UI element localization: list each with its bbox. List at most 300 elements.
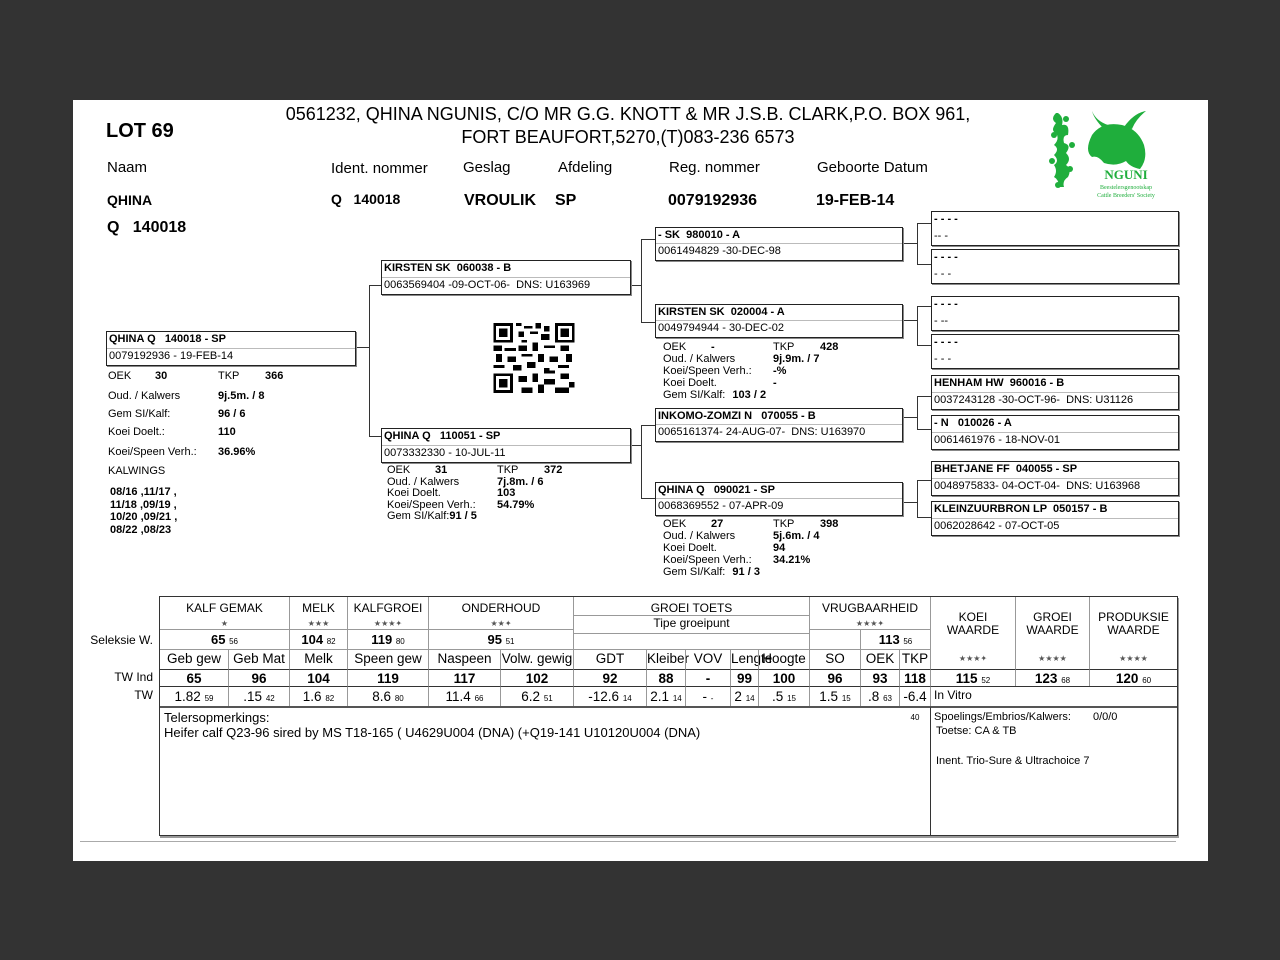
trait-index-value: 117: [453, 671, 476, 686]
trait-label: Hoogte: [762, 651, 806, 666]
trait-accuracy: -: [710, 694, 714, 703]
value-accuracy: 52: [981, 676, 991, 685]
trait-index: [730, 669, 758, 686]
in-vitro: [930, 686, 1177, 706]
stat-value: -: [711, 341, 715, 353]
stat-value: 91 / 3: [732, 566, 760, 578]
stat-value: 34.21%: [773, 554, 811, 566]
pedigree-title: - - - -: [934, 213, 958, 225]
svg-text:Cattle Breeders' Society: Cattle Breeders' Society: [1097, 193, 1155, 199]
pedigree-dam-sire: [655, 408, 903, 442]
trait-tw-value: -12.6: [588, 689, 620, 704]
trait-index: [160, 669, 228, 686]
connector: [902, 417, 917, 418]
group-subheader: [573, 615, 809, 633]
subject-oek-label: OEK: [108, 370, 132, 382]
trait-index: [758, 669, 809, 686]
seleksie-accuracy: 56: [903, 637, 913, 646]
trait-index-value: 93: [872, 671, 888, 686]
trait-name: [289, 649, 347, 669]
pedigree-detail: 0062028642 - 07-OCT-05: [934, 520, 1060, 532]
stat-label: Koei Doelt.: [663, 542, 717, 554]
stat-label: Gem SI/Kalf:: [387, 510, 450, 522]
stat-value: 7j.8m. / 6: [497, 475, 544, 488]
trait-index-value: 99: [736, 671, 753, 686]
seleksie-score: 113: [878, 632, 900, 647]
label-naam: Naam: [107, 159, 148, 176]
pedigree-gg: [931, 501, 1179, 536]
connector: [369, 285, 370, 437]
row-label-tw: TW: [134, 688, 153, 702]
connector: [917, 306, 918, 346]
trait-accuracy: 14: [745, 694, 755, 703]
trait-accuracy: 82: [325, 694, 335, 703]
svg-text:NGUNI: NGUNI: [1104, 167, 1148, 182]
remarks-label: Telersopmerkings:: [164, 710, 270, 725]
subject-doelt-label: Koei Doelt.:: [108, 426, 165, 438]
divider: [656, 498, 902, 499]
seleksie-score: 119: [371, 632, 393, 647]
divider: [382, 277, 630, 278]
connector: [641, 425, 655, 426]
connector: [641, 322, 655, 323]
trait-index: [289, 669, 347, 686]
trait-accuracy: 63: [883, 694, 892, 703]
divider: [656, 243, 902, 244]
rating-stars-icon: ★★★: [307, 619, 330, 628]
connector: [917, 223, 931, 224]
trait-name: [809, 649, 860, 669]
trait-accuracy: 15: [841, 694, 851, 703]
stat-value: 9j.9m. / 7: [773, 353, 820, 365]
subject-oek: 30: [155, 370, 168, 382]
stat-label: Koei Doelt.: [387, 487, 441, 499]
seleksie-value: [347, 629, 428, 649]
seleksie-value: [289, 629, 347, 649]
trait-tw-value: 2.1: [650, 689, 670, 704]
ebv-grid: [159, 596, 1178, 836]
dam-stats: [387, 464, 563, 523]
nguni-logo-icon: [1046, 105, 1166, 205]
kalwing-line: 08/22 ,08/23: [110, 523, 172, 536]
pedigree-title: - N 010026 - A: [934, 417, 1012, 429]
stat-label: Koei Doelt.: [663, 377, 717, 389]
trait-name: [228, 649, 289, 669]
animal-reg: 0079192936: [668, 192, 757, 209]
pedigree-title: - SK 980010 - A: [658, 229, 741, 241]
kalwing-line: 08/16 ,11/17 ,: [110, 486, 177, 498]
trait-accuracy: 14: [622, 694, 632, 703]
trait-name: [573, 649, 646, 669]
trait-index-value: 118: [904, 671, 926, 686]
value-label: GROEI: [1033, 610, 1072, 624]
pedigree-detail: 0048975833- 04-OCT-04- DNS: U163968: [934, 480, 1141, 492]
connector: [917, 429, 931, 430]
pedigree-title: HENHAM HW 960016 - B: [934, 377, 1065, 389]
stat-value: 103: [497, 487, 516, 499]
connector: [917, 396, 918, 430]
stat-value: 5j.6m. / 4: [773, 530, 820, 542]
trait-index-value: 96: [827, 671, 843, 686]
trait-name: [730, 649, 773, 669]
side-notes: [930, 706, 1177, 835]
trait-index-value: 102: [525, 671, 549, 686]
pedigree-detail: - - -: [934, 268, 952, 280]
connector: [641, 239, 655, 240]
animal-name: QHINA: [107, 192, 153, 208]
divider: [932, 392, 1178, 393]
subject-verh: 36.96%: [218, 446, 256, 458]
value-header: [1089, 597, 1177, 669]
pedigree-detail: 0068369552 - 07-APR-09: [658, 500, 784, 512]
stat-value: 398: [820, 518, 839, 530]
group-label: KALF GEMAK: [186, 601, 263, 615]
trait-name: [500, 649, 573, 669]
trait-index: [646, 669, 685, 686]
seleksie-accuracy: 51: [505, 637, 515, 646]
stat-value: 428: [820, 341, 839, 353]
value-label: WAARDE: [1026, 623, 1079, 637]
pedigree-title: KIRSTEN SK 060038 - B: [384, 262, 512, 274]
connector: [917, 480, 931, 481]
trait-index: [500, 669, 573, 686]
connector: [902, 243, 917, 244]
stat-label: Koei/Speen Verh.:: [387, 498, 476, 511]
group-header-kalfgroei: [347, 597, 428, 631]
trait-tw-value: 2: [734, 689, 742, 704]
pedigree-detail: 0063569404 -09-OCT-06- DNS: U163969: [384, 279, 591, 291]
pedigree-gg: [931, 375, 1179, 410]
stat-value: -%: [773, 365, 787, 377]
connector: [917, 345, 931, 346]
subject-doelt: 110: [218, 426, 236, 438]
trait-tw-value: .8: [868, 689, 880, 704]
stat-label: TKP: [773, 341, 795, 353]
divider: [932, 432, 1178, 433]
trait-tw: [428, 686, 500, 706]
seleksie-value: [160, 629, 289, 649]
trait-index-value: 65: [186, 671, 202, 686]
trait-name: [428, 649, 500, 669]
stat-label: OEK: [663, 518, 687, 530]
trait-index-value: 119: [377, 671, 399, 686]
rating-stars-icon: ★★★✦: [958, 654, 988, 663]
trait-tw-value: 1.6: [302, 689, 322, 704]
pedigree-detail: - - -: [934, 353, 952, 365]
connector: [630, 445, 641, 446]
subject-verh-label: Koei/Speen Verh.:: [108, 446, 197, 458]
value-label: KOEI: [958, 610, 988, 624]
trait-tw-value: 8.6: [372, 689, 392, 704]
trait-tw: [860, 686, 899, 706]
group-header-kalf-gemak: [160, 597, 289, 631]
pedigree-title: QHINA Q 090021 - SP: [658, 484, 775, 496]
value-accuracy: 68: [1061, 676, 1071, 685]
group-header-onderhoud: [428, 597, 573, 631]
pedigree-title: KLEINZUURBRON LP 050157 - B: [934, 503, 1108, 515]
stat-value: 372: [544, 464, 563, 476]
trait-name: [646, 649, 690, 669]
nguni-logo: [1046, 105, 1166, 205]
rating-stars-icon: ★★✦: [490, 619, 512, 628]
connector: [917, 396, 931, 397]
kalwings-label: KALWINGS: [108, 465, 166, 477]
subject-gem: 96 / 6: [218, 408, 246, 420]
value-score-number: 120: [1115, 671, 1139, 686]
stat-value: 27: [711, 518, 724, 530]
trait-tw: [685, 686, 730, 706]
stat-value: -: [773, 377, 777, 389]
stat-value: 31: [435, 464, 448, 476]
trait-index-value: 92: [602, 671, 618, 686]
subject-age-label: Oud. / Kalwers: [108, 390, 181, 402]
trait-name: [899, 649, 930, 669]
remarks-box: [160, 706, 930, 835]
pedigree-sire-dam: [655, 304, 903, 338]
trait-accuracy: 59: [204, 694, 214, 703]
pedigree-subject: [106, 331, 356, 366]
divider: [107, 348, 355, 349]
pedigree-dam: [381, 428, 631, 463]
value-label: WAARDE: [1107, 623, 1160, 637]
trait-tw-value: -: [702, 689, 708, 704]
trait-index-value: 104: [307, 671, 330, 686]
pedigree-title: INKOMO-ZOMZI N 070055 - B: [658, 410, 816, 422]
trait-accuracy: 42: [265, 694, 275, 703]
trait-label: Lengte: [731, 651, 773, 666]
divider: [932, 518, 1178, 519]
rating-stars-icon: ★★★✦: [855, 619, 885, 628]
rating-stars-icon: ★: [220, 619, 229, 628]
label-afdeling: Afdeling: [558, 159, 613, 176]
pedigree-detail: 0073332330 - 10-JUL-11: [384, 447, 506, 459]
label-ident: Ident. nommer: [331, 160, 428, 177]
group-label: ONDERHOUD: [461, 601, 541, 615]
trait-tw: [646, 686, 685, 706]
pedigree-sire: [381, 260, 631, 295]
stat-label: OEK: [663, 341, 687, 353]
pedigree-detail: - --: [934, 315, 949, 327]
trait-tw: [758, 686, 809, 706]
value-label: PRODUKSIE: [1098, 610, 1169, 624]
trait-label: Kleiber: [647, 651, 690, 666]
animal-dob: 19-FEB-14: [816, 192, 895, 209]
subject-gem-label: Gem SI/Kalf:: [108, 408, 171, 420]
group-label: MELK: [302, 601, 335, 615]
trait-index: [860, 669, 899, 686]
trait-index: [899, 669, 930, 686]
connector: [917, 480, 918, 518]
divider: [932, 478, 1178, 479]
trait-index: [573, 669, 646, 686]
trait-index-value: -: [705, 671, 711, 686]
divider: [656, 320, 902, 321]
trait-tw: [809, 686, 860, 706]
connector: [917, 264, 931, 265]
connector: [369, 285, 381, 286]
pedigree-title: - - - -: [934, 298, 958, 310]
connector: [917, 517, 931, 518]
kalwings-list: [110, 486, 177, 536]
trait-tw-value: 6.2: [521, 689, 541, 704]
trait-label: GDT: [595, 651, 625, 666]
pedigree-detail: 0037243128 -30-OCT-96- DNS: U31126: [934, 394, 1134, 406]
animal-sex: VROULIK: [464, 192, 536, 209]
stat-label: TKP: [497, 464, 519, 476]
stat-label: Oud. / Kalwers: [387, 475, 460, 488]
trait-tw: [228, 686, 289, 706]
value-accuracy: 60: [1142, 676, 1152, 685]
subject-tkp: 366: [265, 370, 284, 382]
spoelings-value: 0/0/0: [1092, 711, 1118, 723]
stat-label: Koei/Speen Verh.:: [663, 365, 752, 377]
trait-accuracy: 14: [672, 694, 682, 703]
trait-label: OEK: [865, 651, 895, 666]
subject-tkp-label: TKP: [218, 370, 240, 382]
connector: [641, 498, 655, 499]
trait-label: Melk: [304, 651, 333, 666]
group-header-vrugbaarheid: [809, 597, 930, 631]
rating-stars-icon: ★★★✦: [373, 619, 403, 628]
seleksie-score: 104: [301, 632, 324, 647]
trait-tw: [160, 686, 228, 706]
value-score: [1089, 669, 1177, 686]
trait-tw: [730, 686, 758, 706]
trait-tw: [573, 686, 646, 706]
seleksie-empty: [809, 629, 860, 649]
seleksie-empty: [573, 633, 809, 649]
stat-label: OEK: [387, 464, 411, 476]
trait-name: [685, 649, 730, 669]
trait-index: [228, 669, 289, 686]
trait-label: TKP: [901, 651, 929, 666]
pedigree-title: - - - -: [934, 336, 958, 348]
trait-accuracy: 15: [787, 694, 796, 703]
trait-name: [860, 649, 899, 669]
trait-index-value: 88: [658, 671, 674, 686]
label-geboorte: Geboorte Datum: [817, 159, 928, 176]
trait-label: Volw. gewig: [501, 651, 573, 666]
qr-code-icon: [493, 323, 575, 393]
pedigree-gg: [931, 249, 1179, 284]
stat-label: Gem SI/Kalf:: [663, 566, 726, 578]
trait-tw-value: .15: [243, 689, 263, 704]
group-label: VRUGBAARHEID: [821, 601, 919, 615]
connector: [630, 285, 641, 286]
pedigree-sire-sire: [655, 227, 903, 261]
trait-tw-value: -6.4: [903, 689, 927, 704]
seleksie-score: 95: [487, 632, 502, 647]
value-header: [930, 597, 1015, 669]
rating-stars-icon: ★★★★: [1038, 654, 1067, 663]
trait-accuracy: 66: [474, 694, 484, 703]
pedigree-gg: [931, 415, 1179, 450]
divider: [382, 445, 630, 446]
trait-accuracy: 40: [910, 713, 920, 722]
pedigree-gg: [931, 296, 1179, 331]
animal-section: SP: [555, 192, 577, 209]
trait-tw-value: .5: [772, 689, 784, 704]
trait-accuracy: 51: [543, 694, 553, 703]
row-label-seleksie: Seleksie W.: [90, 633, 153, 647]
trait-label: SO: [825, 651, 845, 666]
animal-ident-large: Q 140018: [107, 219, 187, 236]
stat-value: 91 / 5: [449, 510, 477, 522]
group-sub-label: Tipe groeipunt: [653, 616, 730, 630]
connector: [917, 306, 931, 307]
trait-tw-value: 11.4: [445, 689, 471, 704]
lot-number: LOT 69: [106, 120, 174, 142]
pedigree-detail: -- -: [934, 230, 949, 242]
connector: [902, 502, 917, 503]
qr-code: [493, 323, 575, 393]
pedigree-gg: [931, 211, 1179, 246]
dam-dam-stats: [663, 518, 839, 578]
stat-label: Koei/Speen Verh.:: [663, 554, 752, 566]
trait-name: [347, 649, 428, 669]
remarks-text: Heifer calf Q23-96 sired by MS T18-165 ( U4629U004 (DNA) (+Q19-141 U10120U004 (DNA): [164, 725, 701, 740]
connector: [902, 320, 917, 321]
trait-label: Naspeen: [437, 651, 492, 666]
value-score: [1015, 669, 1089, 686]
pedigree-title: QHINA Q 110051 - SP: [384, 430, 501, 442]
value-label: WAARDE: [946, 623, 1000, 637]
connector: [641, 425, 642, 499]
seleksie-value: [428, 629, 573, 649]
rating-stars-icon: ★★★★: [1119, 654, 1148, 663]
value-score-number: 115: [955, 671, 978, 686]
pedigree-title: KIRSTEN SK 020004 - A: [658, 306, 785, 318]
seleksie-accuracy: 82: [326, 637, 336, 646]
pedigree-gg: [931, 334, 1179, 369]
trait-tw: [899, 686, 930, 722]
spoelings-label: Spoelings/Embrios/Kalwers:: [934, 711, 1071, 723]
pedigree-title: - - - -: [934, 251, 958, 263]
value-header: [1015, 597, 1089, 669]
trait-index: [347, 669, 428, 686]
pedigree-dam-dam: [655, 482, 903, 516]
connector: [369, 436, 381, 437]
trait-label: Speen gew: [354, 651, 422, 666]
seleksie-value: [860, 629, 930, 649]
owner-address: [223, 103, 1033, 149]
lot-sheet: [73, 100, 1208, 861]
stat-label: Oud. / Kalwers: [663, 530, 736, 542]
trait-tw-value: 1.5: [819, 689, 839, 704]
pedigree-title: QHINA Q 140018 - SP: [109, 333, 226, 345]
sire-dam-stats: [663, 341, 839, 401]
trait-tw-value: 1.82: [174, 689, 201, 704]
trait-index: [685, 669, 730, 686]
connector: [917, 223, 918, 265]
trait-label: VOV: [693, 651, 723, 666]
toetse: Toetse: CA & TB: [936, 725, 1017, 737]
seleksie-accuracy: 56: [229, 637, 238, 646]
stat-value: 54.79%: [497, 498, 535, 511]
group-label: GROEI TOETS: [650, 601, 733, 615]
pedigree-detail: 0079192936 - 19-FEB-14: [109, 350, 234, 362]
stat-label: Oud. / Kalwers: [663, 353, 736, 365]
pedigree-detail: 0049794944 - 30-DEC-02: [658, 322, 784, 334]
trait-name: [758, 649, 809, 669]
trait-index-value: 96: [251, 671, 267, 686]
stat-value: 103 / 2: [732, 389, 767, 401]
trait-label: Geb gew: [166, 651, 222, 666]
trait-index: [428, 669, 500, 686]
stat-value: 94: [773, 542, 786, 554]
trait-name: [160, 649, 228, 669]
row-label-twind: TW Ind: [114, 670, 153, 684]
